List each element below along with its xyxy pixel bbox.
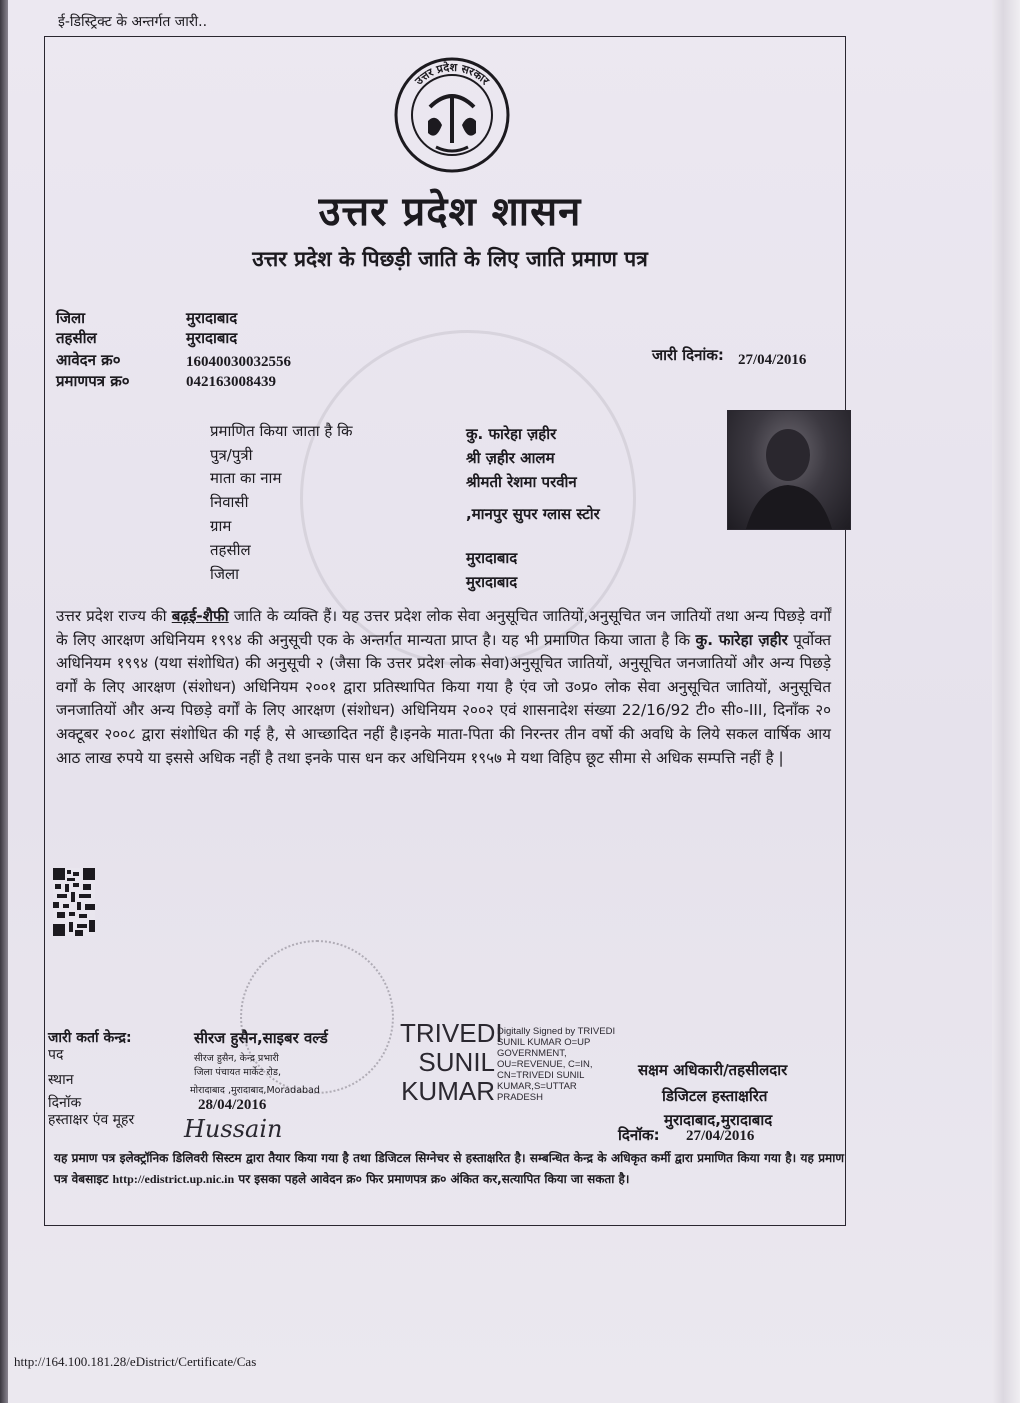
issue-date-label: जारी दिनांक: xyxy=(652,346,724,364)
issuer-center-value: सीरज हुसैन,साइबर वर्ल्ड xyxy=(194,1029,328,1047)
issuer-center-label: जारी कर्ता केन्द्र: xyxy=(48,1030,132,1046)
authority-place: मुरादाबाद,मुरादाबाद xyxy=(664,1111,773,1129)
top-note: ई-डिस्ट्रिक्ट के अन्तर्गत जारी.. xyxy=(58,14,208,30)
application-label: आवेदन क्र० xyxy=(56,351,121,369)
field-label: तहसील xyxy=(210,541,251,559)
authority-title: सक्षम अधिकारी/तहसीलदार xyxy=(638,1061,788,1079)
field-label: प्रमाणित किया जाता है कि xyxy=(210,422,353,440)
field-value-father: श्री ज़हीर आलम xyxy=(466,449,555,467)
post-value: सीरज हुसैन, केन्द्र प्रभारी xyxy=(194,1053,279,1064)
up-emblem-icon xyxy=(392,55,512,175)
digital-signature-name xyxy=(400,1018,503,1106)
applicant-photo xyxy=(727,410,851,530)
footer-text: यह प्रमाण पत्र इलेक्ट्रॉनिक डिलिवरी सिस्टम द्वारा तैयार किया गया है तथा डिजिटल सिग्नेचर से हस्ताक्षरित है। सम्बन्धित केन्द्र के अधिकृत कर्मी द्वारा प्रमाणित किया गया है। यह प्रमाण पत्र वेबसाइट xyxy=(54,1151,844,1186)
certificate-footer xyxy=(54,1148,844,1190)
authority-date-label: दिनॉक: xyxy=(618,1126,660,1144)
place-value: जिला पंचायत मार्केट रोड, xyxy=(194,1067,281,1078)
applicant-name-inline: कु. फारेहा ज़हीर xyxy=(695,630,788,649)
emblem-text: उत्तर प्रदेश सरकार xyxy=(412,60,492,88)
issuer-date-value: 28/04/2016 xyxy=(198,1097,267,1113)
qr-code xyxy=(53,868,95,936)
tehsil-value: मुरादाबाद xyxy=(186,329,238,347)
place-value-2: मोरादाबाद ,मुरादाबाद,Moradabad xyxy=(190,1085,320,1096)
authority-signed: डिजिटल हस्ताक्षरित xyxy=(662,1087,768,1105)
field-label: माता का नाम xyxy=(210,469,282,487)
scan-edge-right xyxy=(992,0,1020,1403)
field-label: निवासी xyxy=(210,493,249,511)
place-label: स्थान xyxy=(48,1072,74,1088)
footer-website-link[interactable]: http://edistrict.up.nic.in xyxy=(112,1172,235,1186)
dsig-line: SUNIL xyxy=(418,1047,495,1077)
dsig-line: TRIVEDI xyxy=(400,1018,503,1048)
certificate-number: 042163008439 xyxy=(186,374,276,390)
page-subtitle: उत्तर प्रदेश के पिछड़ी जाति के लिए जाति प्रमाण पत्र xyxy=(252,247,648,271)
body-text: उत्तर प्रदेश राज्य की xyxy=(56,607,167,625)
district-label: जिला xyxy=(56,309,86,327)
application-number: 16040030032556 xyxy=(186,354,291,370)
page-title: उत्तर प्रदेश शासन xyxy=(318,189,582,235)
authority-date-value: 27/04/2016 xyxy=(686,1128,755,1144)
certificate-body xyxy=(56,605,831,770)
field-label: पुत्र/पुत्री xyxy=(210,446,253,464)
field-value-district: मुरादाबाद xyxy=(466,573,518,591)
field-value-tehsil: मुरादाबाद xyxy=(466,549,518,567)
digital-signature-detail: Digitally Signed by TRIVEDI SUNIL KUMAR O=UP GOVERNMENT, OU=REVENUE, C=IN, CN=TRIVEDI SUNIL KUMAR,S=UTTAR PRADESH xyxy=(497,1026,616,1103)
print-url: http://164.100.181.28/eDistrict/Certificate/Cas xyxy=(14,1354,257,1369)
footer-text: पर इसका पहले आवेदन क्र० फिर प्रमाणपत्र क्र० अंकित कर,सत्यापित किया जा सकता है। xyxy=(238,1172,630,1186)
caste-name: बढ़ई-शैफी xyxy=(171,607,229,625)
certificate-label: प्रमाणपत्र क्र० xyxy=(56,372,130,390)
body-text: पूर्वोक्त अधिनियम १९९४ (यथा संशोधित) की अनुसूची २ (जैसा कि उत्तर प्रदेश लोक सेवा)अनुसूचित जातियों, अनुसूचित जनजातियों और अन्य पिछड़े वर्गों के लिए आरक्षण (संशोधन) अधिनियम २००१ द्वारा प्रतिस्थापित किया गया है एंव जो उ०प्र० लोक सेवा अनुसूचित जातियों, अनुसूचित जनजातियों और अन्य पिछड़े वर्गों के लिए आरक्षण (संशोधन) अधिनियम २००२ एवं शासनादेश संख्या 22/16/92 टी० सी०-III, दिनाँक २० अक्टूबर २००८ द्वारा संशोधित की गई है, से आच्छादित नहीं है।इनके माता-पिता की निरन्तर तीन वर्षो की अवधि के लिये सकल वार्षिक आय आठ लाख रुपये या इससे अधिक नहीं है तथा इनके पास धन कर अधिनियम १९५७ मे यथा विहिप छूट सीमा से अधिक सम्पत्ति नहीं है | xyxy=(56,630,832,767)
post-label: पद xyxy=(48,1047,64,1063)
district-value: मुरादाबाद xyxy=(186,309,238,327)
body-text: जाति के व्यक्ति हैं। यह उत्तर प्रदेश लोक सेवा अनुसूचित जातियों,अनुसूचित जन जातियों तथा अन्य पिछड़े वर्गों के लिए आरक्षण अधिनियम १९९४ की अनुसूची एक के अन्तर्गत मान्यता प्राप्त है। यह भी प्रमाणित किया जाता है कि xyxy=(56,607,832,649)
field-label: जिला xyxy=(210,565,240,583)
issue-date-value: 27/04/2016 xyxy=(738,352,807,368)
sign-label: हस्ताक्षर एंव मूहर xyxy=(48,1112,135,1128)
issuer-signature: Hussain xyxy=(184,1115,283,1143)
dsig-line: KUMAR xyxy=(401,1076,495,1106)
field-value-mother: श्रीमती रेशमा परवीन xyxy=(466,473,577,491)
field-value-name: कु. फारेहा ज़हीर xyxy=(466,425,557,443)
field-label: ग्राम xyxy=(210,517,232,535)
date-label: दिनॉक xyxy=(48,1095,82,1111)
field-value-resident: ,मानपुर सुपर ग्लास स्टोर xyxy=(466,505,600,523)
tehsil-label: तहसील xyxy=(56,329,97,347)
